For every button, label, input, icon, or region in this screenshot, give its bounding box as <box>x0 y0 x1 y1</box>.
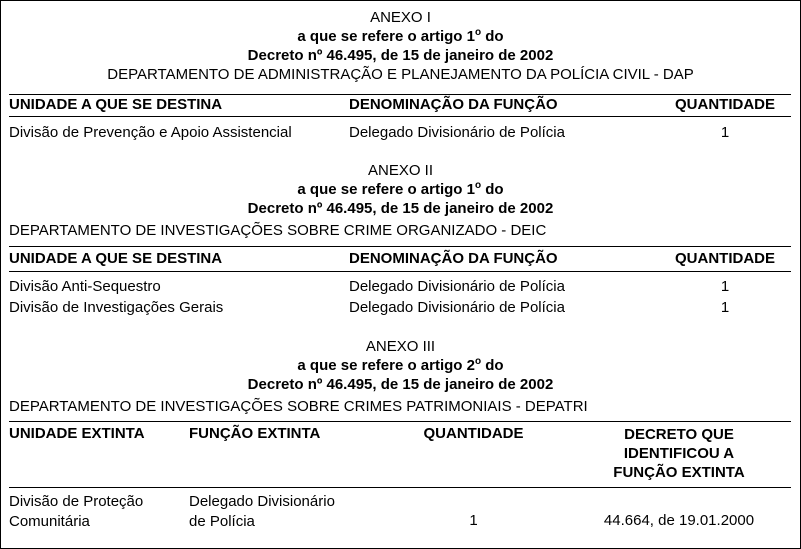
annex-decree: Decreto nº 46.495, de 15 de janeiro de 2002 <box>247 376 554 393</box>
header-function-extinct: FUNÇÃO EXTINTA <box>189 425 321 442</box>
annex-title: ANEXO III <box>365 338 436 355</box>
header-unit-extinct: UNIDADE EXTINTA <box>9 425 145 442</box>
table-rule <box>9 421 791 422</box>
cell-quantity: 1 <box>469 512 478 529</box>
header-decree-line1: DECRETO QUE <box>624 426 734 443</box>
annex-reference: a que se refere o artigo 1$^o$ do <box>297 180 504 198</box>
cell-function: Delegado Divisionário de Polícia <box>349 124 565 141</box>
annex-department: DEPARTAMENTO DE INVESTIGAÇÕES SOBRE CRIMES PATRIMONIAIS - DEPATRI <box>9 398 588 415</box>
annex-title: ANEXO I <box>370 9 431 26</box>
table-rule <box>9 246 791 247</box>
cell-unit-line2: Comunitária <box>9 513 90 530</box>
header-decree-line3: FUNÇÃO EXTINTA <box>613 464 745 481</box>
table-row <box>9 124 791 141</box>
annex-1-heading <box>1 8 800 84</box>
header-function: DENOMINAÇÃO DA FUNÇÃO <box>349 250 558 267</box>
cell-unit-line1: Divisão de Proteção <box>9 493 144 510</box>
table-row <box>9 299 791 316</box>
annex-reference: a que se refere o artigo 1$^o$ do <box>297 27 504 45</box>
cell-function-line2: de Polícia <box>189 513 255 530</box>
table-rule <box>9 271 791 272</box>
annex-title: ANEXO II <box>367 162 434 179</box>
cell-unit <box>9 492 143 532</box>
cell-function: Delegado Divisionário de Polícia <box>349 299 565 316</box>
annex-2-heading <box>1 161 800 218</box>
header-decree <box>579 425 779 482</box>
cell-unit: Divisão de Prevenção e Apoio Assistencial <box>9 124 292 141</box>
table-rule <box>9 116 791 117</box>
table-rule <box>9 94 791 95</box>
cell-quantity: 1 <box>720 299 730 316</box>
header-quantity: QUANTIDADE <box>675 96 775 113</box>
table-rule <box>9 487 791 488</box>
header-quantity: QUANTIDADE <box>423 425 524 442</box>
table-header <box>9 250 791 267</box>
cell-quantity: 1 <box>720 124 730 141</box>
annex-department: DEPARTAMENTO DE ADMINISTRAÇÃO E PLANEJAMENTO DA POLÍCIA CIVIL - DAP <box>107 66 694 83</box>
annex-decree: Decreto nº 46.495, de 15 de janeiro de 2002 <box>247 47 554 64</box>
header-quantity: QUANTIDADE <box>675 250 775 267</box>
header-unit: UNIDADE A QUE SE DESTINA <box>9 96 223 113</box>
cell-decree: 44.664, de 19.01.2000 <box>603 512 755 529</box>
cell-function <box>189 492 335 532</box>
table-row <box>9 278 791 295</box>
cell-quantity: 1 <box>720 278 730 295</box>
cell-unit: Divisão Anti-Sequestro <box>9 278 161 295</box>
annex-3-heading <box>1 337 800 394</box>
cell-function: Delegado Divisionário de Polícia <box>349 278 565 295</box>
cell-function-line1: Delegado Divisionário <box>189 493 335 510</box>
header-unit: UNIDADE A QUE SE DESTINA <box>9 250 223 267</box>
header-decree-line2: IDENTIFICOU A <box>623 445 735 462</box>
table-header <box>9 96 791 113</box>
header-function: DENOMINAÇÃO DA FUNÇÃO <box>349 96 558 113</box>
annex-decree: Decreto nº 46.495, de 15 de janeiro de 2002 <box>247 200 554 217</box>
annex-department: DEPARTAMENTO DE INVESTIGAÇÕES SOBRE CRIME ORGANIZADO - DEIC <box>9 222 547 239</box>
cell-unit: Divisão de Investigações Gerais <box>9 299 224 316</box>
annex-reference: a que se refere o artigo 2$^o$ do <box>297 356 504 374</box>
